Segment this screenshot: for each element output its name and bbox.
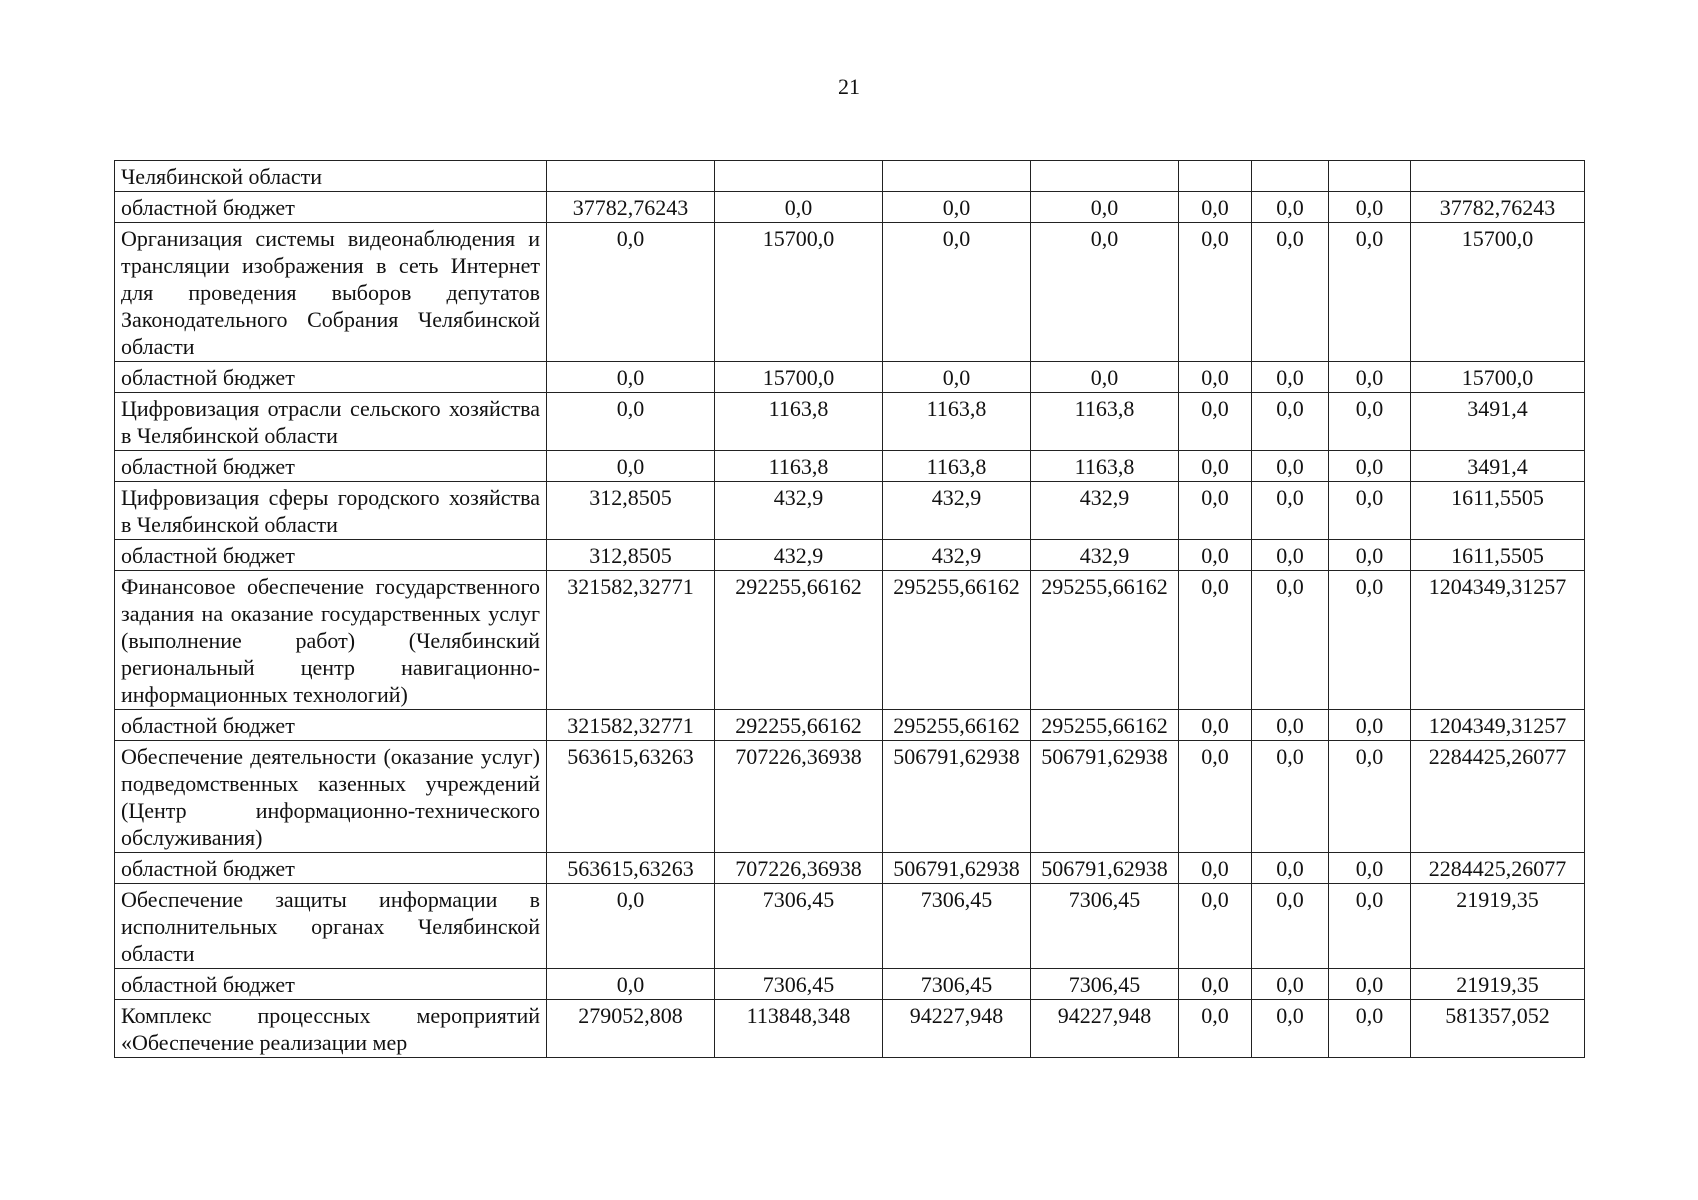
- value-cell: 0,0: [1329, 969, 1411, 1000]
- value-cell: 37782,76243: [547, 192, 715, 223]
- value-cell: 0,0: [547, 969, 715, 1000]
- value-cell: 0,0: [1179, 710, 1252, 741]
- value-cell: 0,0: [1329, 482, 1411, 540]
- item-name-cell: Финансовое обеспечение государственного задания на оказание государственных услуг (выполнение работ) (Челябинский региональный центр навигационно-информационных технологий): [115, 571, 547, 710]
- value-cell: 0,0: [1252, 571, 1329, 710]
- table-row-budget-source: [115, 540, 1585, 571]
- value-cell: 1163,8: [883, 451, 1031, 482]
- value-cell: 1163,8: [1031, 393, 1179, 451]
- total-cell: 2284425,26077: [1411, 741, 1585, 853]
- item-name-cell: Челябинской области: [115, 161, 547, 192]
- budget-source-cell: областной бюджет: [115, 969, 547, 1000]
- value-cell: 0,0: [1252, 741, 1329, 853]
- table-row-budget-source: [115, 710, 1585, 741]
- value-cell: 0,0: [1252, 853, 1329, 884]
- total-cell: [1411, 161, 1585, 192]
- value-cell: 15700,0: [715, 223, 883, 362]
- table-row-budget-source: [115, 362, 1585, 393]
- value-cell: 0,0: [1252, 192, 1329, 223]
- value-cell: 0,0: [1329, 393, 1411, 451]
- value-cell: 506791,62938: [1031, 853, 1179, 884]
- value-cell: 0,0: [547, 362, 715, 393]
- value-cell: 563615,63263: [547, 853, 715, 884]
- value-cell: 0,0: [1031, 223, 1179, 362]
- value-cell: 0,0: [883, 223, 1031, 362]
- value-cell: [883, 161, 1031, 192]
- table-row-item: [115, 741, 1585, 853]
- table-row-item: [115, 884, 1585, 969]
- value-cell: 312,8505: [547, 540, 715, 571]
- value-cell: 279052,808: [547, 1000, 715, 1058]
- value-cell: [1329, 161, 1411, 192]
- value-cell: 0,0: [1252, 884, 1329, 969]
- value-cell: [715, 161, 883, 192]
- value-cell: 0,0: [715, 192, 883, 223]
- value-cell: [547, 161, 715, 192]
- value-cell: 0,0: [1179, 223, 1252, 362]
- value-cell: 506791,62938: [883, 741, 1031, 853]
- value-cell: 0,0: [1179, 741, 1252, 853]
- value-cell: 0,0: [1329, 362, 1411, 393]
- table-row-item: [115, 1000, 1585, 1058]
- value-cell: 15700,0: [715, 362, 883, 393]
- value-cell: 506791,62938: [883, 853, 1031, 884]
- item-name-cell: Организация системы видеонаблюдения и трансляции изображения в сеть Интернет для проведения выборов депутатов Законодательного Собрания Челябинской области: [115, 223, 547, 362]
- budget-source-cell: областной бюджет: [115, 710, 547, 741]
- page-number: 21: [838, 74, 860, 99]
- table-row-item: [115, 161, 1585, 192]
- value-cell: 0,0: [883, 192, 1031, 223]
- total-cell: 1611,5505: [1411, 540, 1585, 571]
- value-cell: 1163,8: [715, 451, 883, 482]
- table-row-budget-source: [115, 853, 1585, 884]
- value-cell: 0,0: [1252, 393, 1329, 451]
- value-cell: 0,0: [1179, 884, 1252, 969]
- value-cell: 321582,32771: [547, 710, 715, 741]
- value-cell: 312,8505: [547, 482, 715, 540]
- total-cell: 1204349,31257: [1411, 710, 1585, 741]
- value-cell: 7306,45: [715, 969, 883, 1000]
- table-row-item: [115, 223, 1585, 362]
- value-cell: 0,0: [1252, 223, 1329, 362]
- total-cell: 3491,4: [1411, 393, 1585, 451]
- value-cell: 707226,36938: [715, 853, 883, 884]
- value-cell: 292255,66162: [715, 710, 883, 741]
- value-cell: 0,0: [1252, 482, 1329, 540]
- value-cell: 0,0: [1179, 482, 1252, 540]
- budget-source-cell: областной бюджет: [115, 853, 547, 884]
- value-cell: 0,0: [1031, 362, 1179, 393]
- value-cell: 7306,45: [715, 884, 883, 969]
- value-cell: 7306,45: [1031, 969, 1179, 1000]
- table-row-item: [115, 482, 1585, 540]
- value-cell: 295255,66162: [883, 710, 1031, 741]
- value-cell: 1163,8: [1031, 451, 1179, 482]
- table-body: [115, 161, 1585, 1058]
- value-cell: 7306,45: [1031, 884, 1179, 969]
- value-cell: 0,0: [1329, 853, 1411, 884]
- value-cell: 295255,66162: [1031, 571, 1179, 710]
- table-row-budget-source: [115, 192, 1585, 223]
- value-cell: 0,0: [1329, 571, 1411, 710]
- item-name-cell: Обеспечение деятельности (оказание услуг) подведомственных казенных учреждений (Центр информационно-технического обслуживания): [115, 741, 547, 853]
- value-cell: 1163,8: [883, 393, 1031, 451]
- value-cell: 0,0: [1179, 362, 1252, 393]
- value-cell: 0,0: [1252, 710, 1329, 741]
- total-cell: 1611,5505: [1411, 482, 1585, 540]
- value-cell: [1179, 161, 1252, 192]
- value-cell: 506791,62938: [1031, 741, 1179, 853]
- value-cell: 0,0: [1252, 969, 1329, 1000]
- value-cell: 432,9: [1031, 540, 1179, 571]
- value-cell: 292255,66162: [715, 571, 883, 710]
- value-cell: 0,0: [547, 393, 715, 451]
- value-cell: 0,0: [1329, 710, 1411, 741]
- table-row-budget-source: [115, 969, 1585, 1000]
- value-cell: 0,0: [1329, 451, 1411, 482]
- value-cell: 0,0: [1179, 393, 1252, 451]
- value-cell: 94227,948: [883, 1000, 1031, 1058]
- value-cell: 432,9: [883, 482, 1031, 540]
- value-cell: 295255,66162: [1031, 710, 1179, 741]
- value-cell: 0,0: [547, 884, 715, 969]
- total-cell: 581357,052: [1411, 1000, 1585, 1058]
- budget-source-cell: областной бюджет: [115, 192, 547, 223]
- value-cell: 0,0: [1329, 223, 1411, 362]
- value-cell: 113848,348: [715, 1000, 883, 1058]
- value-cell: 0,0: [1179, 451, 1252, 482]
- value-cell: 0,0: [547, 451, 715, 482]
- value-cell: 0,0: [1329, 884, 1411, 969]
- value-cell: 0,0: [1252, 362, 1329, 393]
- item-name-cell: Цифровизация сферы городского хозяйства в Челябинской области: [115, 482, 547, 540]
- value-cell: 563615,63263: [547, 741, 715, 853]
- value-cell: 94227,948: [1031, 1000, 1179, 1058]
- total-cell: 21919,35: [1411, 969, 1585, 1000]
- value-cell: 1163,8: [715, 393, 883, 451]
- value-cell: 0,0: [1252, 451, 1329, 482]
- item-name-cell: Обеспечение защиты информации в исполнительных органах Челябинской области: [115, 884, 547, 969]
- value-cell: 0,0: [1179, 540, 1252, 571]
- value-cell: 0,0: [1329, 1000, 1411, 1058]
- table-row-budget-source: [115, 451, 1585, 482]
- value-cell: 295255,66162: [883, 571, 1031, 710]
- value-cell: 0,0: [1329, 540, 1411, 571]
- budget-source-cell: областной бюджет: [115, 451, 547, 482]
- total-cell: 15700,0: [1411, 223, 1585, 362]
- total-cell: 37782,76243: [1411, 192, 1585, 223]
- budget-source-cell: областной бюджет: [115, 540, 547, 571]
- total-cell: 15700,0: [1411, 362, 1585, 393]
- table-row-item: [115, 393, 1585, 451]
- value-cell: 0,0: [1329, 741, 1411, 853]
- value-cell: 321582,32771: [547, 571, 715, 710]
- value-cell: 0,0: [1179, 1000, 1252, 1058]
- total-cell: 21919,35: [1411, 884, 1585, 969]
- value-cell: [1252, 161, 1329, 192]
- item-name-cell: Комплекс процессных мероприятий «Обеспечение реализации мер: [115, 1000, 547, 1058]
- table-row-item: [115, 571, 1585, 710]
- value-cell: 432,9: [1031, 482, 1179, 540]
- value-cell: [1031, 161, 1179, 192]
- budget-table: [114, 160, 1585, 1058]
- value-cell: 7306,45: [883, 884, 1031, 969]
- value-cell: 0,0: [1329, 192, 1411, 223]
- value-cell: 432,9: [715, 540, 883, 571]
- total-cell: 2284425,26077: [1411, 853, 1585, 884]
- budget-source-cell: областной бюджет: [115, 362, 547, 393]
- value-cell: 0,0: [883, 362, 1031, 393]
- value-cell: 0,0: [1252, 1000, 1329, 1058]
- value-cell: 0,0: [1252, 540, 1329, 571]
- total-cell: 1204349,31257: [1411, 571, 1585, 710]
- value-cell: 0,0: [1179, 571, 1252, 710]
- value-cell: 0,0: [1031, 192, 1179, 223]
- value-cell: 0,0: [1179, 853, 1252, 884]
- value-cell: 432,9: [715, 482, 883, 540]
- value-cell: 0,0: [1179, 192, 1252, 223]
- value-cell: 432,9: [883, 540, 1031, 571]
- value-cell: 0,0: [1179, 969, 1252, 1000]
- item-name-cell: Цифровизация отрасли сельского хозяйства в Челябинской области: [115, 393, 547, 451]
- value-cell: 707226,36938: [715, 741, 883, 853]
- value-cell: 7306,45: [883, 969, 1031, 1000]
- value-cell: 0,0: [547, 223, 715, 362]
- total-cell: 3491,4: [1411, 451, 1585, 482]
